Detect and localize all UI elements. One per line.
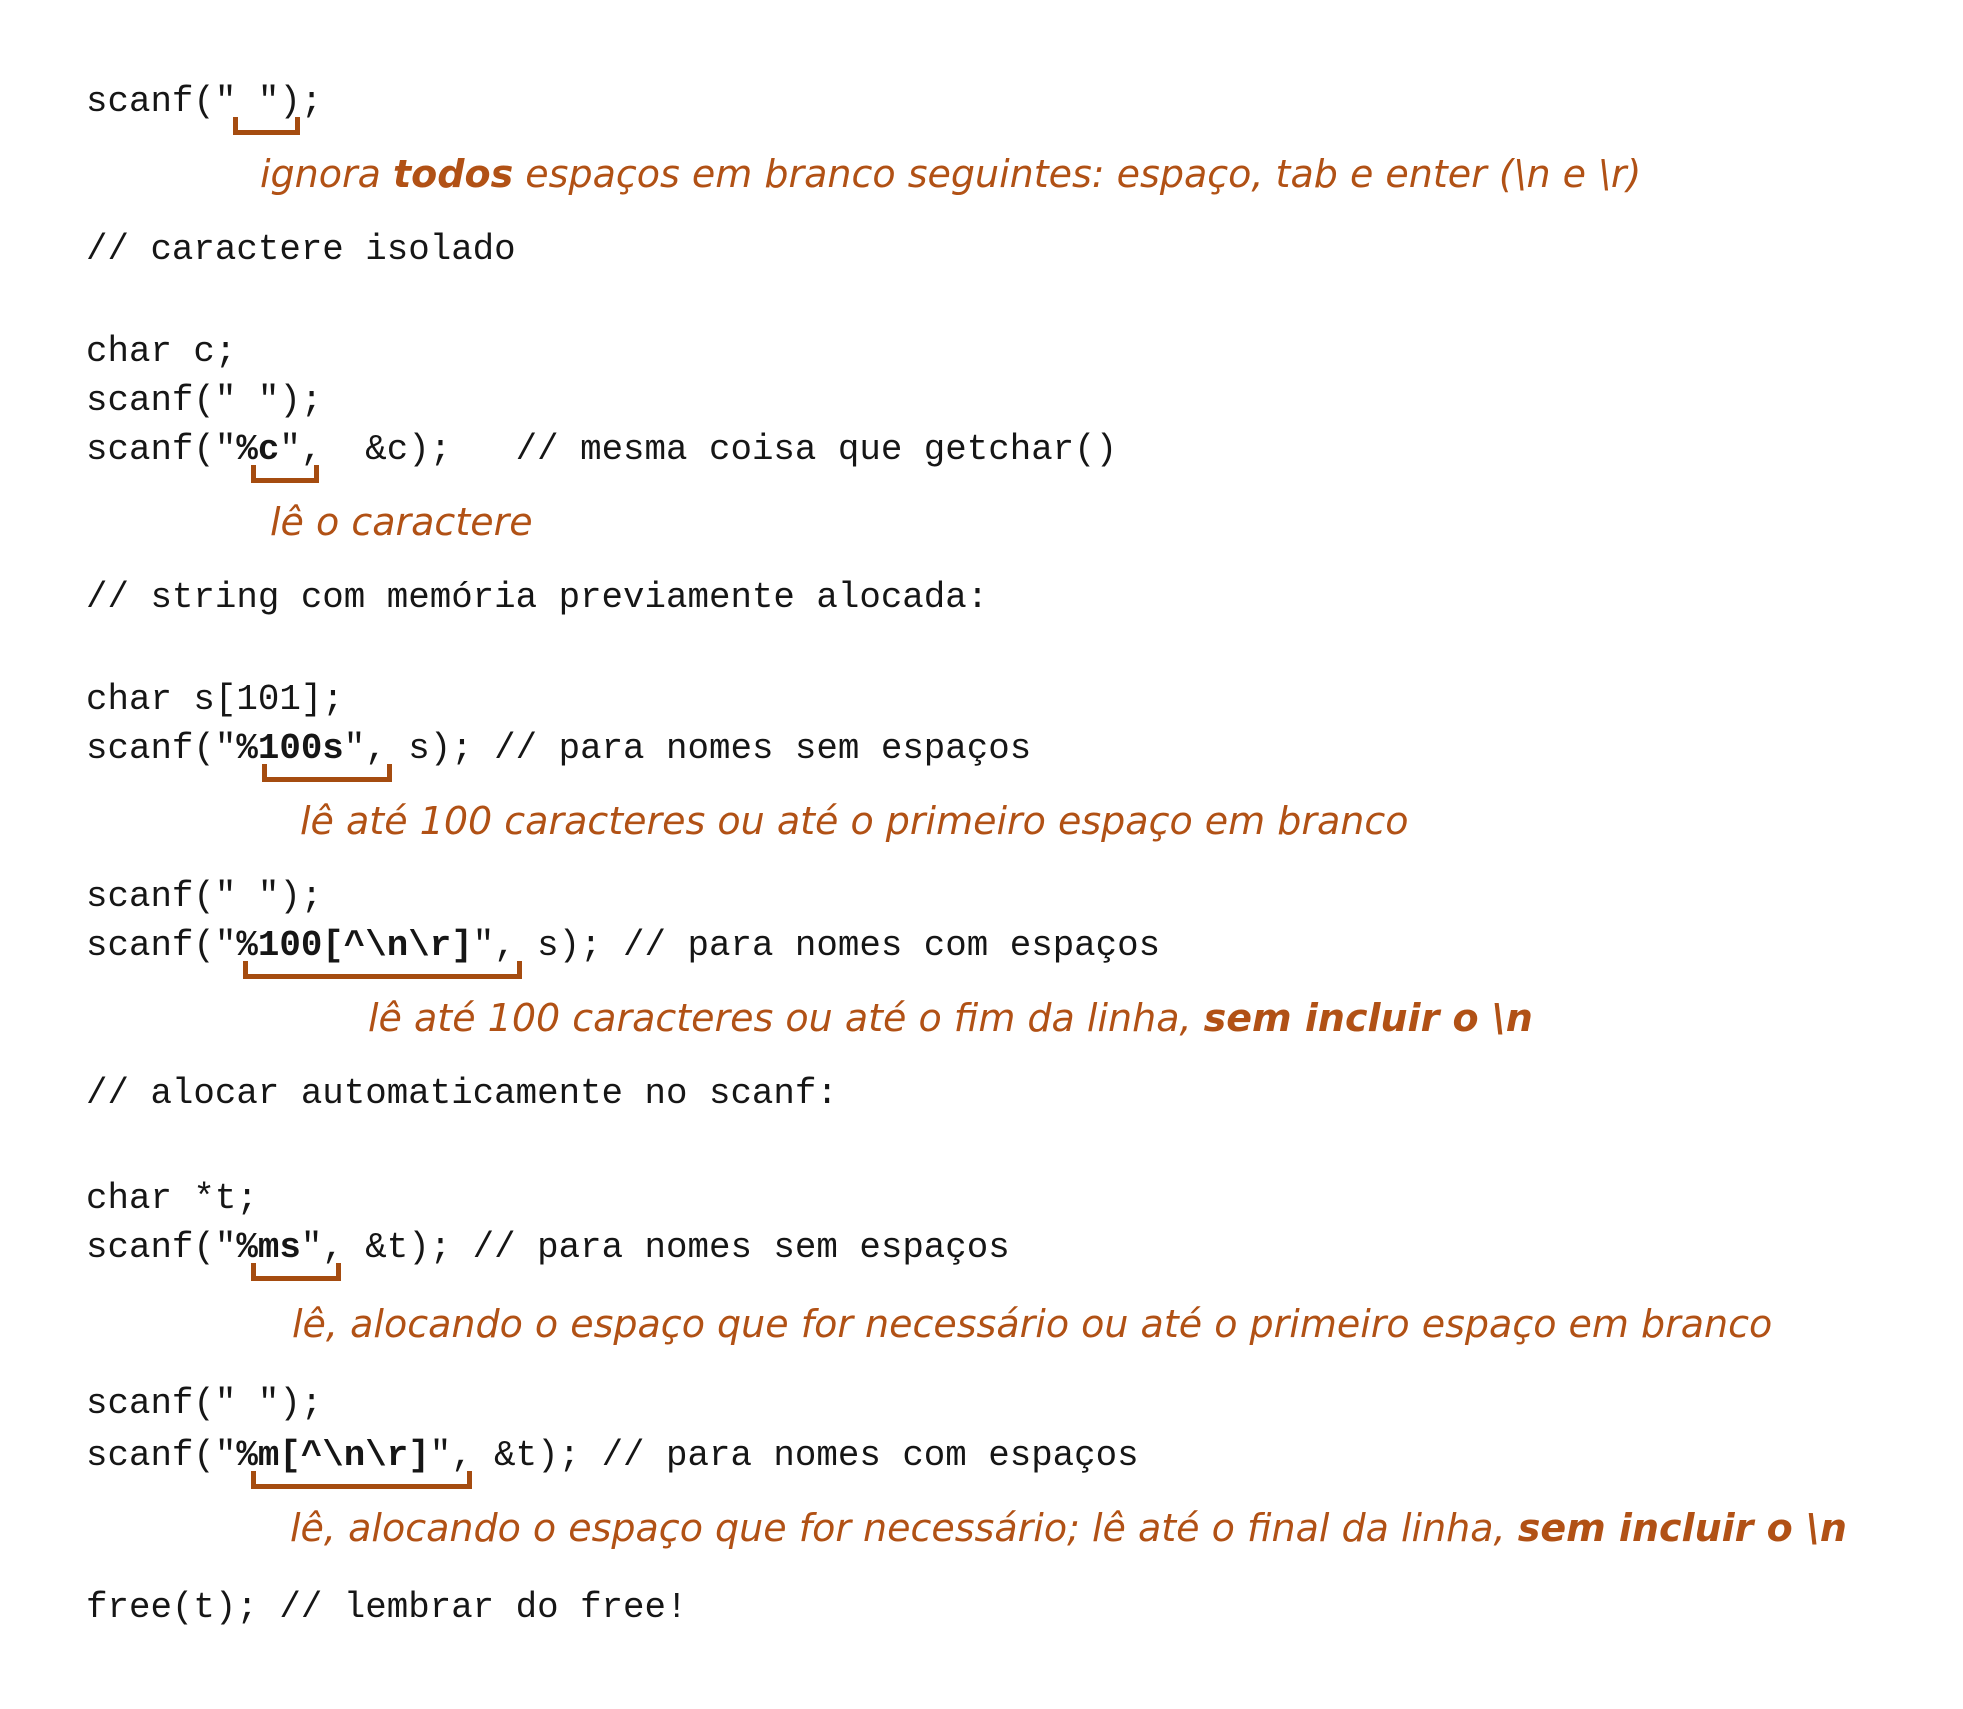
text-segment: ", &t); // para nomes com espaços: [429, 1435, 1139, 1476]
emphasis-text: sem incluir o \n: [1517, 1506, 1847, 1550]
text-segment: scanf(" ");: [86, 81, 323, 122]
text-segment: scanf(": [86, 1227, 237, 1268]
format-specifier: %100s: [236, 728, 344, 769]
text-segment: lê, alocando o espaço que for necessário; lê até o final da linha,: [290, 1506, 1518, 1550]
code-line: [86, 876, 323, 917]
text-segment: lê até 100 caracteres ou até o primeiro espaço em branco: [300, 799, 1409, 843]
text-segment: ", &t); // para nomes sem espaços: [300, 1227, 1010, 1268]
format-underbracket: [262, 764, 392, 782]
code-line: [86, 679, 344, 720]
emphasis-text: sem incluir o \n: [1203, 996, 1533, 1040]
text-segment: lê, alocando o espaço que for necessário ou até o primeiro espaço em branco: [292, 1302, 1773, 1346]
text-segment: ignora: [260, 152, 393, 196]
annotation-line: [270, 500, 533, 544]
format-underbracket: [251, 465, 319, 483]
annotation-line: [300, 799, 1409, 843]
format-underbracket: [251, 1263, 341, 1281]
code-line: [86, 429, 1118, 470]
text-segment: // string com memória previamente alocada:: [86, 577, 989, 618]
format-specifier: %ms: [236, 1227, 301, 1268]
code-line: [86, 1435, 1139, 1476]
format-underbracket: [243, 961, 522, 979]
code-line: [86, 229, 516, 270]
code-line: [86, 925, 1161, 966]
code-line: [86, 1383, 323, 1424]
format-underbracket: [233, 117, 300, 135]
text-segment: char *t;: [86, 1178, 258, 1219]
text-segment: ", s); // para nomes com espaços: [472, 925, 1161, 966]
code-line: [86, 1178, 258, 1219]
annotation-line: [260, 152, 1642, 196]
code-line: [86, 1073, 838, 1114]
emphasis-text: todos: [393, 152, 514, 196]
annotation-line: [290, 1506, 1847, 1550]
code-line: [86, 380, 323, 421]
annotation-line: [368, 996, 1533, 1040]
format-specifier: %m[^\n\r]: [236, 1435, 430, 1476]
format-specifier: %c: [236, 429, 280, 470]
text-segment: espaços em branco seguintes: espaço, tab e enter (\n e \r): [513, 152, 1642, 196]
text-segment: free(t); // lembrar do free!: [86, 1587, 688, 1628]
text-segment: lê até 100 caracteres ou até o fim da linha,: [368, 996, 1204, 1040]
text-segment: ", &c); // mesma coisa que getchar(): [279, 429, 1118, 470]
code-line: [86, 331, 237, 372]
text-segment: ", s); // para nomes sem espaços: [343, 728, 1032, 769]
text-segment: scanf(": [86, 1435, 237, 1476]
code-line: [86, 81, 323, 122]
text-segment: // caractere isolado: [86, 229, 516, 270]
text-segment: // alocar automaticamente no scanf:: [86, 1073, 838, 1114]
text-segment: char s[101];: [86, 679, 344, 720]
code-line: [86, 728, 1032, 769]
text-segment: scanf(" ");: [86, 380, 323, 421]
text-segment: scanf(": [86, 728, 237, 769]
text-segment: scanf(" ");: [86, 1383, 323, 1424]
format-specifier: %100[^\n\r]: [236, 925, 473, 966]
text-segment: lê o caractere: [270, 500, 533, 544]
format-underbracket: [251, 1471, 472, 1489]
text-segment: char c;: [86, 331, 237, 372]
code-line: [86, 577, 989, 618]
text-segment: scanf(": [86, 429, 237, 470]
code-line: [86, 1227, 1010, 1268]
text-segment: scanf(" ");: [86, 876, 323, 917]
code-line: [86, 1587, 688, 1628]
annotation-line: [292, 1302, 1773, 1346]
text-segment: scanf(": [86, 925, 237, 966]
